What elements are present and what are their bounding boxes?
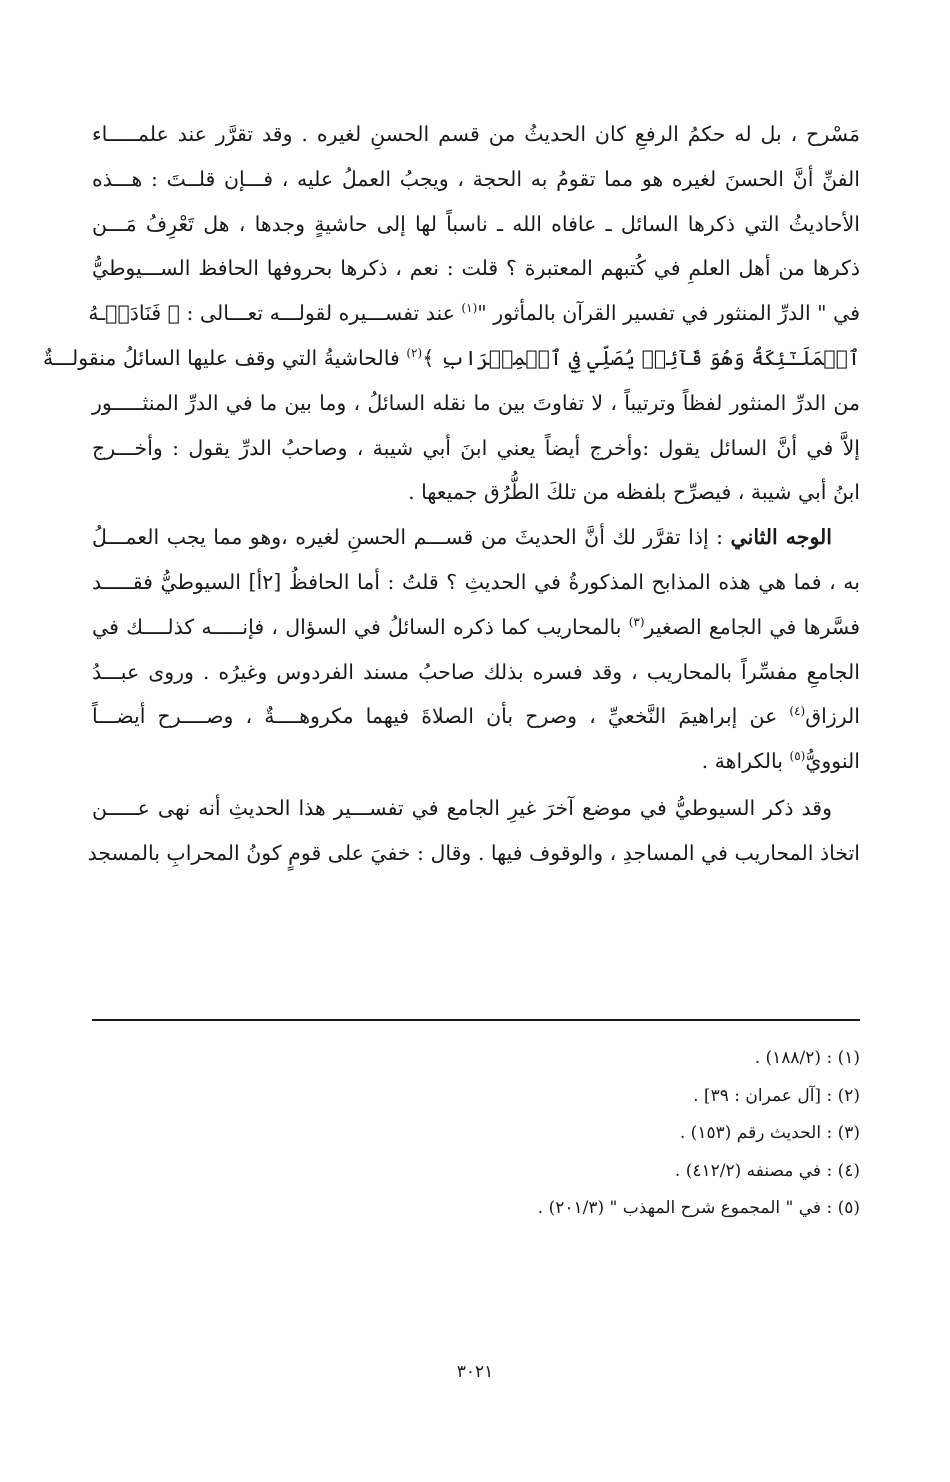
text-line-17: اتخاذ المحاريب في المساجدِ ، والوقوف فيها . وقال : خفيَ على قومٍ كونُ المحرابِ بالمسجد bbox=[87, 840, 860, 865]
footnote-ref-5: (٥) bbox=[789, 749, 806, 764]
text-line-11: به ، فما هي هذه المذابح المذكورةُ في الحديثِ ؟ قلتُ : أما الحافظُ [٢أ] السيوطيُّ فقـــــد bbox=[92, 569, 860, 594]
footnote-1: (١) : (١٨٨/٢) . bbox=[754, 1048, 860, 1068]
footnote-ref-1: (١) bbox=[461, 301, 478, 316]
text-line-12-part-b: بالمحاريب كما ذكره السائلُ في السؤال ، فإنـــــه كذلــــك في bbox=[92, 614, 629, 639]
section-heading: الوجه الثاني bbox=[730, 525, 832, 550]
footnote-ref-4: (٤) bbox=[789, 704, 806, 719]
text-line-10 bbox=[92, 515, 860, 560]
page-number: ٣٠٢١ bbox=[456, 1362, 494, 1382]
footnote-5: (٥) : في " المجموع شرح المهذب " (٢٠١/٣) . bbox=[537, 1198, 860, 1218]
footnote-ref-2: (٢) bbox=[406, 346, 423, 361]
text-line-14 bbox=[92, 694, 860, 739]
text-line-6-quran-verse bbox=[43, 336, 860, 381]
main-text bbox=[43, 112, 860, 876]
text-line-12-part-a: فسَّرها في الجامع الصغير bbox=[644, 614, 860, 639]
text-line-14-part-a: الرزاق bbox=[805, 704, 860, 729]
text-line-5-part-b: عند تفســـيره لقولـــه تعـــالى : ﴿ فَنَادَتۡـهُ bbox=[88, 301, 462, 326]
footnote-4: (٤) : في مصنفه (٤١٢/٢) . bbox=[674, 1160, 860, 1181]
text-line-8: إلاَّ في أنَّ السائل يقول :وأخرج أيضاً يعني ابنَ أبي شيبة ، وصاحبُ الدرِّ يقول : وأخـــرج bbox=[92, 435, 860, 460]
text-line-5 bbox=[88, 291, 860, 336]
text-line-12 bbox=[92, 605, 860, 650]
text-line-6-part-b: فالحاشيةُ التي وقف عليها السائلُ منقولـــةٌ bbox=[43, 345, 407, 370]
text-line-15-part-b: بالكراهة . bbox=[701, 749, 790, 774]
text-line-3: الأحاديثُ التي ذكرها السائل ـ عافاه الله ـ ناسباً لها إلى حاشيةٍ وجدها ، هل تَعْرِفُ مَـــن bbox=[92, 211, 860, 236]
text-line-15 bbox=[92, 739, 860, 784]
text-line-4: ذكرها من أهل العلمِ في كُتبهم المعتبرة ؟ قلت : نعم ، ذكرها بحروفها الحافظ الســـيوطيُّ bbox=[92, 256, 860, 281]
footnote-2: (٢) : [آل عمران : ٣٩] . bbox=[693, 1085, 860, 1106]
text-line-13: الجامعِ مفسِّراً بالمحاريب ، وقد فسره بذلك صاحبُ مسند الفردوس وغيرُه . وروى عبـــدُ bbox=[92, 659, 860, 684]
text-line-2: الفنِّ أنَّ الحسنَ لغيره هو مما تقومُ به الحجة ، ويجبُ العملُ عليه ، فـــإن قلــتَ : هـــذه bbox=[92, 166, 860, 191]
text-line-7: من الدرِّ المنثور لفظاً وترتيباً ، لا تفاوتَ بين ما نقله السائلُ ، وما بين ما في الدرِّ المنثـــــور bbox=[92, 390, 860, 415]
footnotes bbox=[160, 1040, 860, 1228]
text-line-9: ابنُ أبي شيبة ، فيصرِّح بلفظه من تلكَ الطُّرُق جميعها . bbox=[408, 480, 860, 505]
text-line-10-rest: : إذا تقرَّر لك أنَّ الحديثَ من قســـم الحسنِ لغيره ،وهو مما يجب العمـــلُ bbox=[92, 525, 731, 550]
footnote-3: (٣) : الحديث رقم (١٥٣) . bbox=[679, 1123, 860, 1143]
text-line-5-part-a: في " الدرِّ المنثور في تفسير القرآن بالمأثور " bbox=[477, 301, 860, 326]
text-line-1: مَسْرح ، بل له حكمُ الرفعِ كان الحديثُ من قسم الحسنِ لغيره . وقد تقرَّر عند علمـــــاء bbox=[92, 122, 860, 146]
footnote-ref-3: (٣) bbox=[628, 614, 645, 629]
footnote-separator bbox=[92, 1019, 860, 1021]
text-line-16: وقد ذكر السيوطيُّ في موضع آخرَ غيرِ الجامع في تفســـير هذا الحديثِ أنه نهى عـــــن bbox=[92, 795, 832, 820]
text-line-15-part-a: النوويُّ bbox=[805, 749, 860, 774]
text-line-14-part-b: عن إبراهيمَ النَّخعيِّ ، وصرح بأن الصلاةَ فيهما مكروهــــةٌ ، وصــــرح أيضـــاً bbox=[92, 704, 790, 729]
quran-verse: ٱلۡمَلَـٰٓئِكَةُ وَهُوَ قَآئِمٞ يُصَلِّي فِي ٱلۡمِحۡرَابِ ﴾ bbox=[422, 345, 860, 370]
